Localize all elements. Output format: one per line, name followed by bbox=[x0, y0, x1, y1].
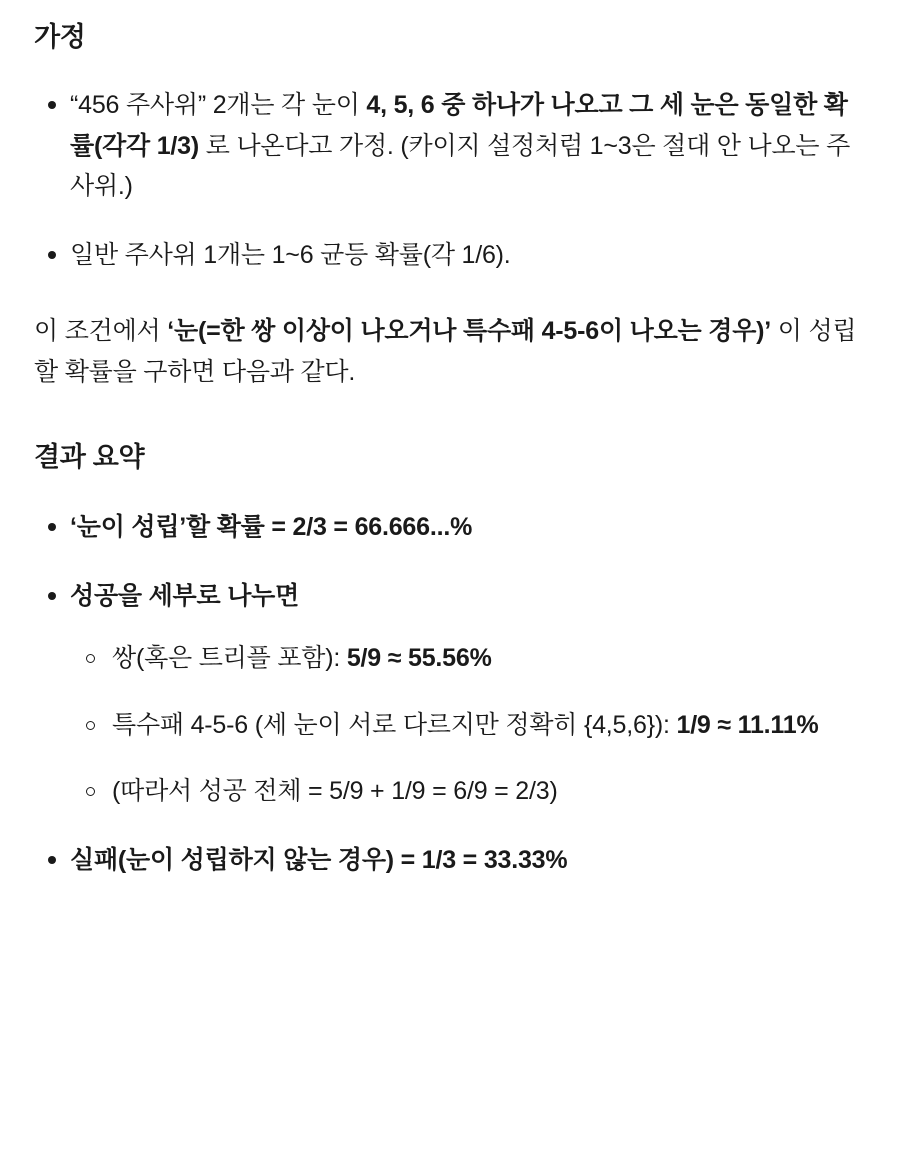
section-title-results: 결과 요약 bbox=[34, 442, 145, 473]
list-item bbox=[34, 85, 866, 207]
rich-text: 성공을 세부로 나누면 bbox=[70, 581, 300, 610]
rich-text: (따라서 성공 전체 = 5/9 + 1/9 = 6/9 = 2/3) bbox=[112, 777, 558, 806]
list-item bbox=[34, 576, 866, 812]
list-item bbox=[70, 771, 866, 812]
list-item bbox=[34, 507, 866, 548]
section-title-assumptions: 가정 bbox=[34, 22, 86, 52]
results-sublist bbox=[70, 638, 866, 812]
rich-text: 일반 주사위 1개는 1~6 균등 확률(각 1/6). bbox=[70, 240, 511, 269]
list-item bbox=[70, 638, 866, 679]
rich-text: 이 조건에서 ‘눈(=한 쌍 이상이 나오거나 특수패 4-5-6이 나오는 경우)’ 이 성립할 확률을 구하면 다음과 같다. bbox=[34, 317, 857, 386]
list-item bbox=[34, 235, 866, 276]
assumptions-list bbox=[34, 85, 866, 275]
rich-text: ‘눈이 성립’할 확률 = 2/3 = 66.666...% bbox=[70, 513, 473, 542]
rich-text: 실패(눈이 성립하지 않는 경우) = 1/3 = 33.33% bbox=[70, 845, 568, 874]
rich-text: 특수패 4-5-6 (세 눈이 서로 다르지만 정확히 {4,5,6}): 1/9 ≈ 11.11% bbox=[112, 710, 819, 739]
results-list bbox=[34, 507, 866, 880]
list-item bbox=[70, 705, 866, 746]
list-item bbox=[34, 840, 866, 881]
rich-text: “456 주사위” 2개는 각 눈이 4, 5, 6 중 하나가 나오고 그 세 눈은 동일한 확률(각각 1/3) 로 나온다고 가정. (카이지 설정처럼 1~3은 절대 안 나오는 주사위.) bbox=[70, 91, 851, 201]
rich-text: 쌍(혹은 트리플 포함): 5/9 ≈ 55.56% bbox=[112, 644, 492, 673]
assumptions-paragraph bbox=[34, 311, 866, 392]
